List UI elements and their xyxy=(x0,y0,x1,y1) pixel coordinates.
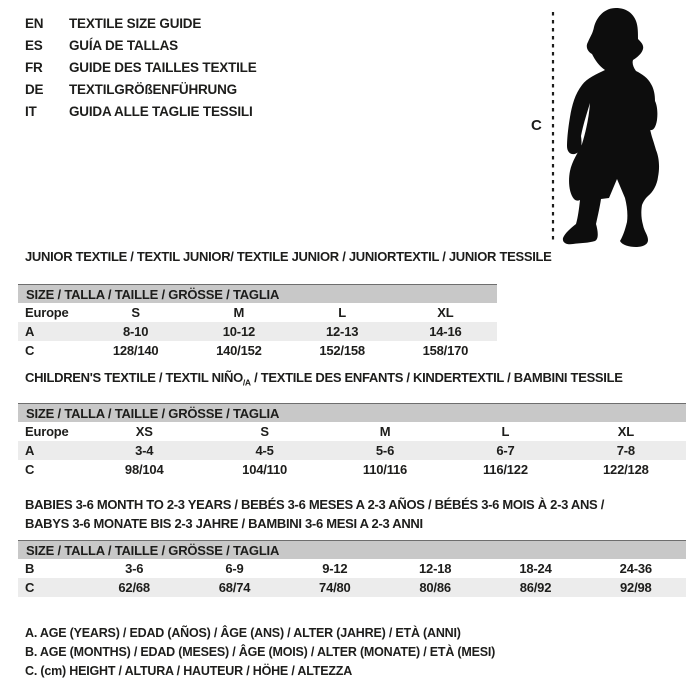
lang-row-fr xyxy=(25,57,257,79)
age-cell: 14-16 xyxy=(429,324,462,339)
children-size-table xyxy=(18,403,686,479)
height-cell: 80/86 xyxy=(419,580,451,595)
lang-row-de xyxy=(25,79,257,101)
size-cell: M xyxy=(233,305,245,320)
lang-code: FR xyxy=(25,60,43,75)
age-cell: 4-5 xyxy=(255,443,274,458)
lang-code: ES xyxy=(25,38,43,53)
junior-section-title: JUNIOR TEXTILE / TEXTIL JUNIOR/ TEXTILE JUNIOR / JUNIORTEXTIL / JUNIOR TESSILE xyxy=(25,249,552,264)
lang-code: IT xyxy=(25,104,37,119)
height-cell: 68/74 xyxy=(218,580,251,595)
size-cell: L xyxy=(501,424,510,439)
table-row-age xyxy=(18,322,497,341)
height-cell: 128/140 xyxy=(112,343,159,358)
age-cell: 6-7 xyxy=(496,443,515,458)
table-row-age xyxy=(18,441,686,460)
lang-label: TEXTILE SIZE GUIDE xyxy=(69,16,202,31)
size-cell: XL xyxy=(617,424,634,439)
row-label: C xyxy=(25,343,35,358)
lang-code: EN xyxy=(25,16,44,31)
height-cell: 92/98 xyxy=(620,580,652,595)
babies-section-title-line2: BABYS 3-6 MONATE BIS 2-3 JAHRE / BAMBINI 3-6 MESI A 2-3 ANNI xyxy=(25,516,423,531)
table-row-height xyxy=(18,341,497,360)
height-cell: 116/122 xyxy=(482,462,528,477)
lang-label: GUIDA ALLE TAGLIE TESSILI xyxy=(69,104,253,119)
age-cell: 12-18 xyxy=(419,561,452,576)
age-cell: 10-12 xyxy=(222,324,255,339)
size-table-header: SIZE / TALLA / TAILLE / GRÖSSE / TAGLIA xyxy=(18,284,497,303)
size-cell: S xyxy=(260,424,269,439)
size-cell: S xyxy=(131,305,140,320)
height-cell: 158/170 xyxy=(422,343,469,358)
height-cell: 74/80 xyxy=(319,580,351,595)
measurement-legend xyxy=(25,624,495,681)
row-label: A xyxy=(25,443,35,458)
height-measure-label: C xyxy=(531,117,542,134)
row-label: B xyxy=(25,561,35,576)
row-label: C xyxy=(25,462,35,477)
age-cell: 9-12 xyxy=(322,561,348,576)
children-section-title xyxy=(25,370,623,388)
age-cell: 24-36 xyxy=(619,561,652,576)
toddler-silhouette-icon xyxy=(563,8,659,247)
size-cell: M xyxy=(379,424,391,439)
height-cell: 110/116 xyxy=(362,462,408,477)
size-cell: XS xyxy=(135,424,153,439)
table-row-age-months xyxy=(18,559,686,578)
children-title-sub: /A xyxy=(242,377,251,388)
height-cell: 152/158 xyxy=(319,343,365,358)
babies-size-table xyxy=(18,540,686,597)
language-title-list xyxy=(25,13,257,123)
lang-label: GUIDE DES TAILLES TEXTILE xyxy=(69,60,257,75)
lang-label: GUÍA DE TALLAS xyxy=(69,38,178,53)
size-table-header: SIZE / TALLA / TAILLE / GRÖSSE / TAGLIA xyxy=(18,403,686,422)
toddler-silhouette-figure xyxy=(516,2,700,252)
age-cell: 5-6 xyxy=(375,443,395,458)
lang-row-es xyxy=(25,35,257,57)
lang-row-it xyxy=(25,101,257,123)
row-label: A xyxy=(25,324,35,339)
row-label: C xyxy=(25,580,35,595)
legend-line-b: B. AGE (MONTHS) / EDAD (MESES) / ÂGE (MOIS) / ALTER (MONATE) / ETÀ (MESI) xyxy=(25,645,496,659)
table-row-europe xyxy=(18,422,686,441)
size-cell: L xyxy=(338,305,346,320)
age-cell: 8-10 xyxy=(123,324,149,339)
legend-line-a: A. AGE (YEARS) / EDAD (AÑOS) / ÂGE (ANS) / ALTER (JAHRE) / ETÀ (ANNI) xyxy=(25,626,461,640)
age-cell: 3-4 xyxy=(135,443,154,458)
table-row-height xyxy=(18,460,686,479)
table-row-europe xyxy=(18,303,497,322)
height-cell: 140/152 xyxy=(216,343,262,358)
junior-size-table xyxy=(18,284,497,360)
children-title-pre: CHILDREN'S TEXTILE / TEXTIL NIÑO xyxy=(25,370,243,385)
lang-label: TEXTILGRÖßENFÜHRUNG xyxy=(69,82,237,97)
table-row-height xyxy=(18,578,686,597)
height-cell: 98/104 xyxy=(124,462,164,477)
age-cell: 7-8 xyxy=(616,443,635,458)
babies-section-title-line1: BABIES 3-6 MONTH TO 2-3 YEARS / BEBÉS 3-6 MESES A 2-3 AÑOS / BÉBÉS 3-6 MOIS À 2-3 ANS / xyxy=(25,497,605,512)
lang-row-en xyxy=(25,13,257,35)
row-label: Europe xyxy=(25,424,69,439)
height-cell: 62/68 xyxy=(118,580,150,595)
age-cell: 3-6 xyxy=(125,561,144,576)
children-title-post: / TEXTILE DES ENFANTS / KINDERTEXTIL / BAMBINI TESSILE xyxy=(250,370,623,385)
age-cell: 18-24 xyxy=(519,561,552,576)
lang-code: DE xyxy=(25,82,44,97)
row-label: Europe xyxy=(25,305,69,320)
age-cell: 6-9 xyxy=(225,561,244,576)
height-cell: 104/110 xyxy=(242,462,288,477)
size-table-header: SIZE / TALLA / TAILLE / GRÖSSE / TAGLIA xyxy=(18,540,686,559)
size-cell: XL xyxy=(437,305,454,320)
age-cell: 12-13 xyxy=(326,324,359,339)
legend-line-c: C. (cm) HEIGHT / ALTURA / HAUTEUR / HÖHE / ALTEZZA xyxy=(25,664,353,678)
height-cell: 86/92 xyxy=(519,580,552,595)
height-cell: 122/128 xyxy=(603,462,649,477)
